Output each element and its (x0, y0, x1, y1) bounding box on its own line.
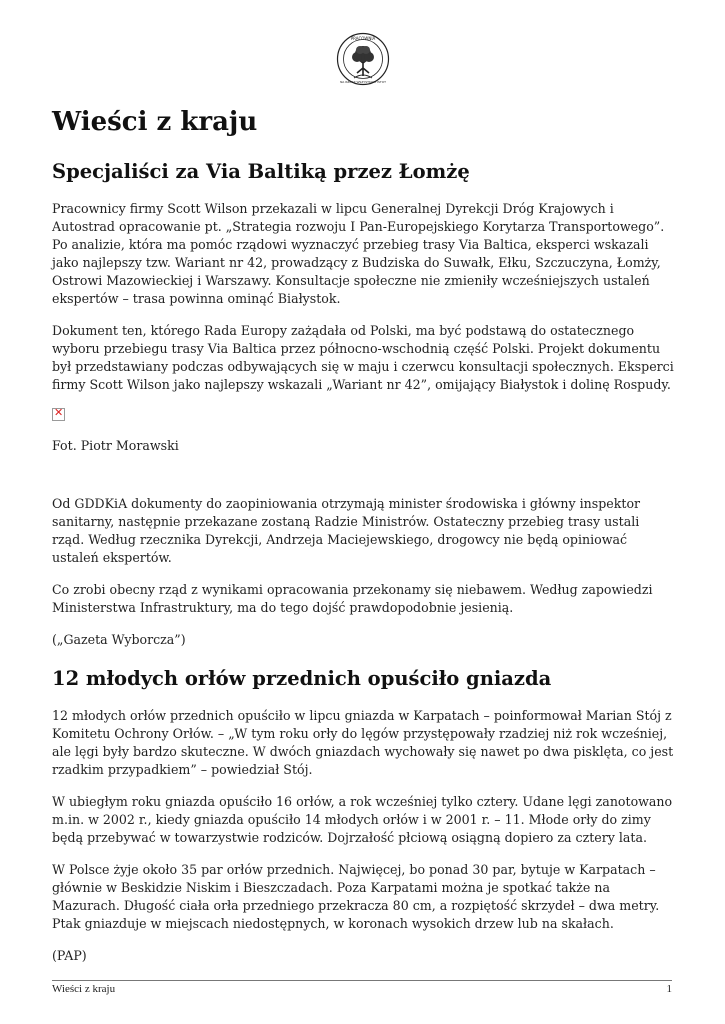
footer-title: Wieści z kraju (52, 983, 116, 995)
footer-divider (52, 980, 672, 981)
tree-seal-logo-icon (336, 32, 390, 86)
main-content (52, 156, 674, 965)
article-1-title: Specjaliści za Via Baltiką przez Łomżę (52, 160, 470, 183)
photo-caption: Fot. Piotr Morawski (52, 438, 179, 453)
article-2-paragraph-2: W ubiegłym roku gniazda opuściło 16 orłów, a rok wcześniej tylko cztery. Udane lęgi zanotowano m.in. w 2002 r., kiedy gniazda opuściło 14 młodych orłów i w 2001 r. – 11. Młode orły do zimy będą przebywać w towarzystwie rodziców. Dojrzałość płciową osiągną dopiero za cztery lata. (52, 794, 673, 845)
page-number: 1 (666, 983, 672, 995)
page-title: Wieści z kraju (52, 107, 258, 137)
article-1-paragraph-3: Od GDDKiA dokumenty do zaopiniowania otrzymają minister środowiska i główny inspektor sanitarny, następnie przekazane zostaną Radzie Ministrów. Ostateczny przebieg trasy ustali rząd. Według rzecznika Dyrekcji, Andrzeja Maciejewskiego, drogowcy nie będą opiniować ustaleń ekspertów. (52, 496, 641, 565)
logo-text-top: PRACOWNIA (350, 36, 376, 41)
article-2-title: 12 młodych orłów przednich opuściło gniazda (52, 667, 552, 690)
article-2-paragraph-1: 12 młodych orłów przednich opuściło w lipcu gniazda w Karpatach – poinformował Marian Stój z Komitetu Ochrony Orłów. – „W tym roku orły do lęgów przystępowały rzadziej niż rok wcześniej, ale lęgi były bardzo skuteczne. W dwóch gniazdach wychowały się nawet po dwa pisklęta, co jest rzadkim przypadkiem” – powiedział Stój. (52, 708, 674, 777)
article-1-paragraph-4: Co zrobi obecny rząd z wynikami opracowania przekonamy się niebawem. Według zapowiedzi Ministerstwa Infrastruktury, ma do tego dojść prawdopodobnie jesienią. (52, 582, 653, 615)
article-1-source: („Gazeta Wyborcza”) (52, 632, 186, 647)
broken-image-icon: ✕ (54, 406, 64, 419)
tree-seal-logo (336, 32, 390, 86)
article-2-paragraph-3: W Polsce żyje około 35 par orłów przednich. Najwięcej, bo ponad 30 par, bytuje w Karpatach – głównie w Beskidzie Niskim i Bieszczadach. Poza Karpatami można je spotkać także na Mazurach. Długość ciała orła przedniego przekracza 80 cm, a rozpiętość skrzydeł – dwa metry. Ptak gniazduje w miejscach niedostępnych, w koronach wysokich drzew lub na skałach. (52, 862, 660, 931)
article-1-paragraph-2: Dokument ten, którego Rada Europy zażądała od Polski, ma być podstawą do ostatecznego wyboru przebiegu trasy Via Baltica przez północno-wschodnią część Polski. Projekt dokumentu był przedstawiany podczas odbywających się w maju i czerwcu konsultacji społecznych. Eksperci firmy Scott Wilson jako najlepszy wskazali „Wariant nr 42”, omijający Białystok i dolinę Rospudy. (52, 323, 674, 392)
article-1-paragraph-1: Pracownicy firmy Scott Wilson przekazali w lipcu Generalnej Dyrekcji Dróg Krajowych i Autostrad opracowanie pt. „Strategia rozwoju I Pan-Europejskiego Korytarza Transportowego”. Po analizie, która ma pomóc rządowi wyznaczyć przebieg trasy Via Baltica, eksperci wskazali jako najlepszy tzw. Wariant nr 42, prowadzący z Budziska do Suwałk, Ełku, Szczuczyna, Łomży, Ostrowi Mazowieckiej i Warszawy. Konsultacje społeczne nie zmieniły wcześniejszych ustaleń ekspertów – trasa powinna ominąć Białystok. (52, 201, 665, 306)
article-2-source: (PAP) (52, 948, 87, 963)
logo-text-bottom: NA RZECZ WSZYSTKICH ISTOT (340, 80, 386, 84)
